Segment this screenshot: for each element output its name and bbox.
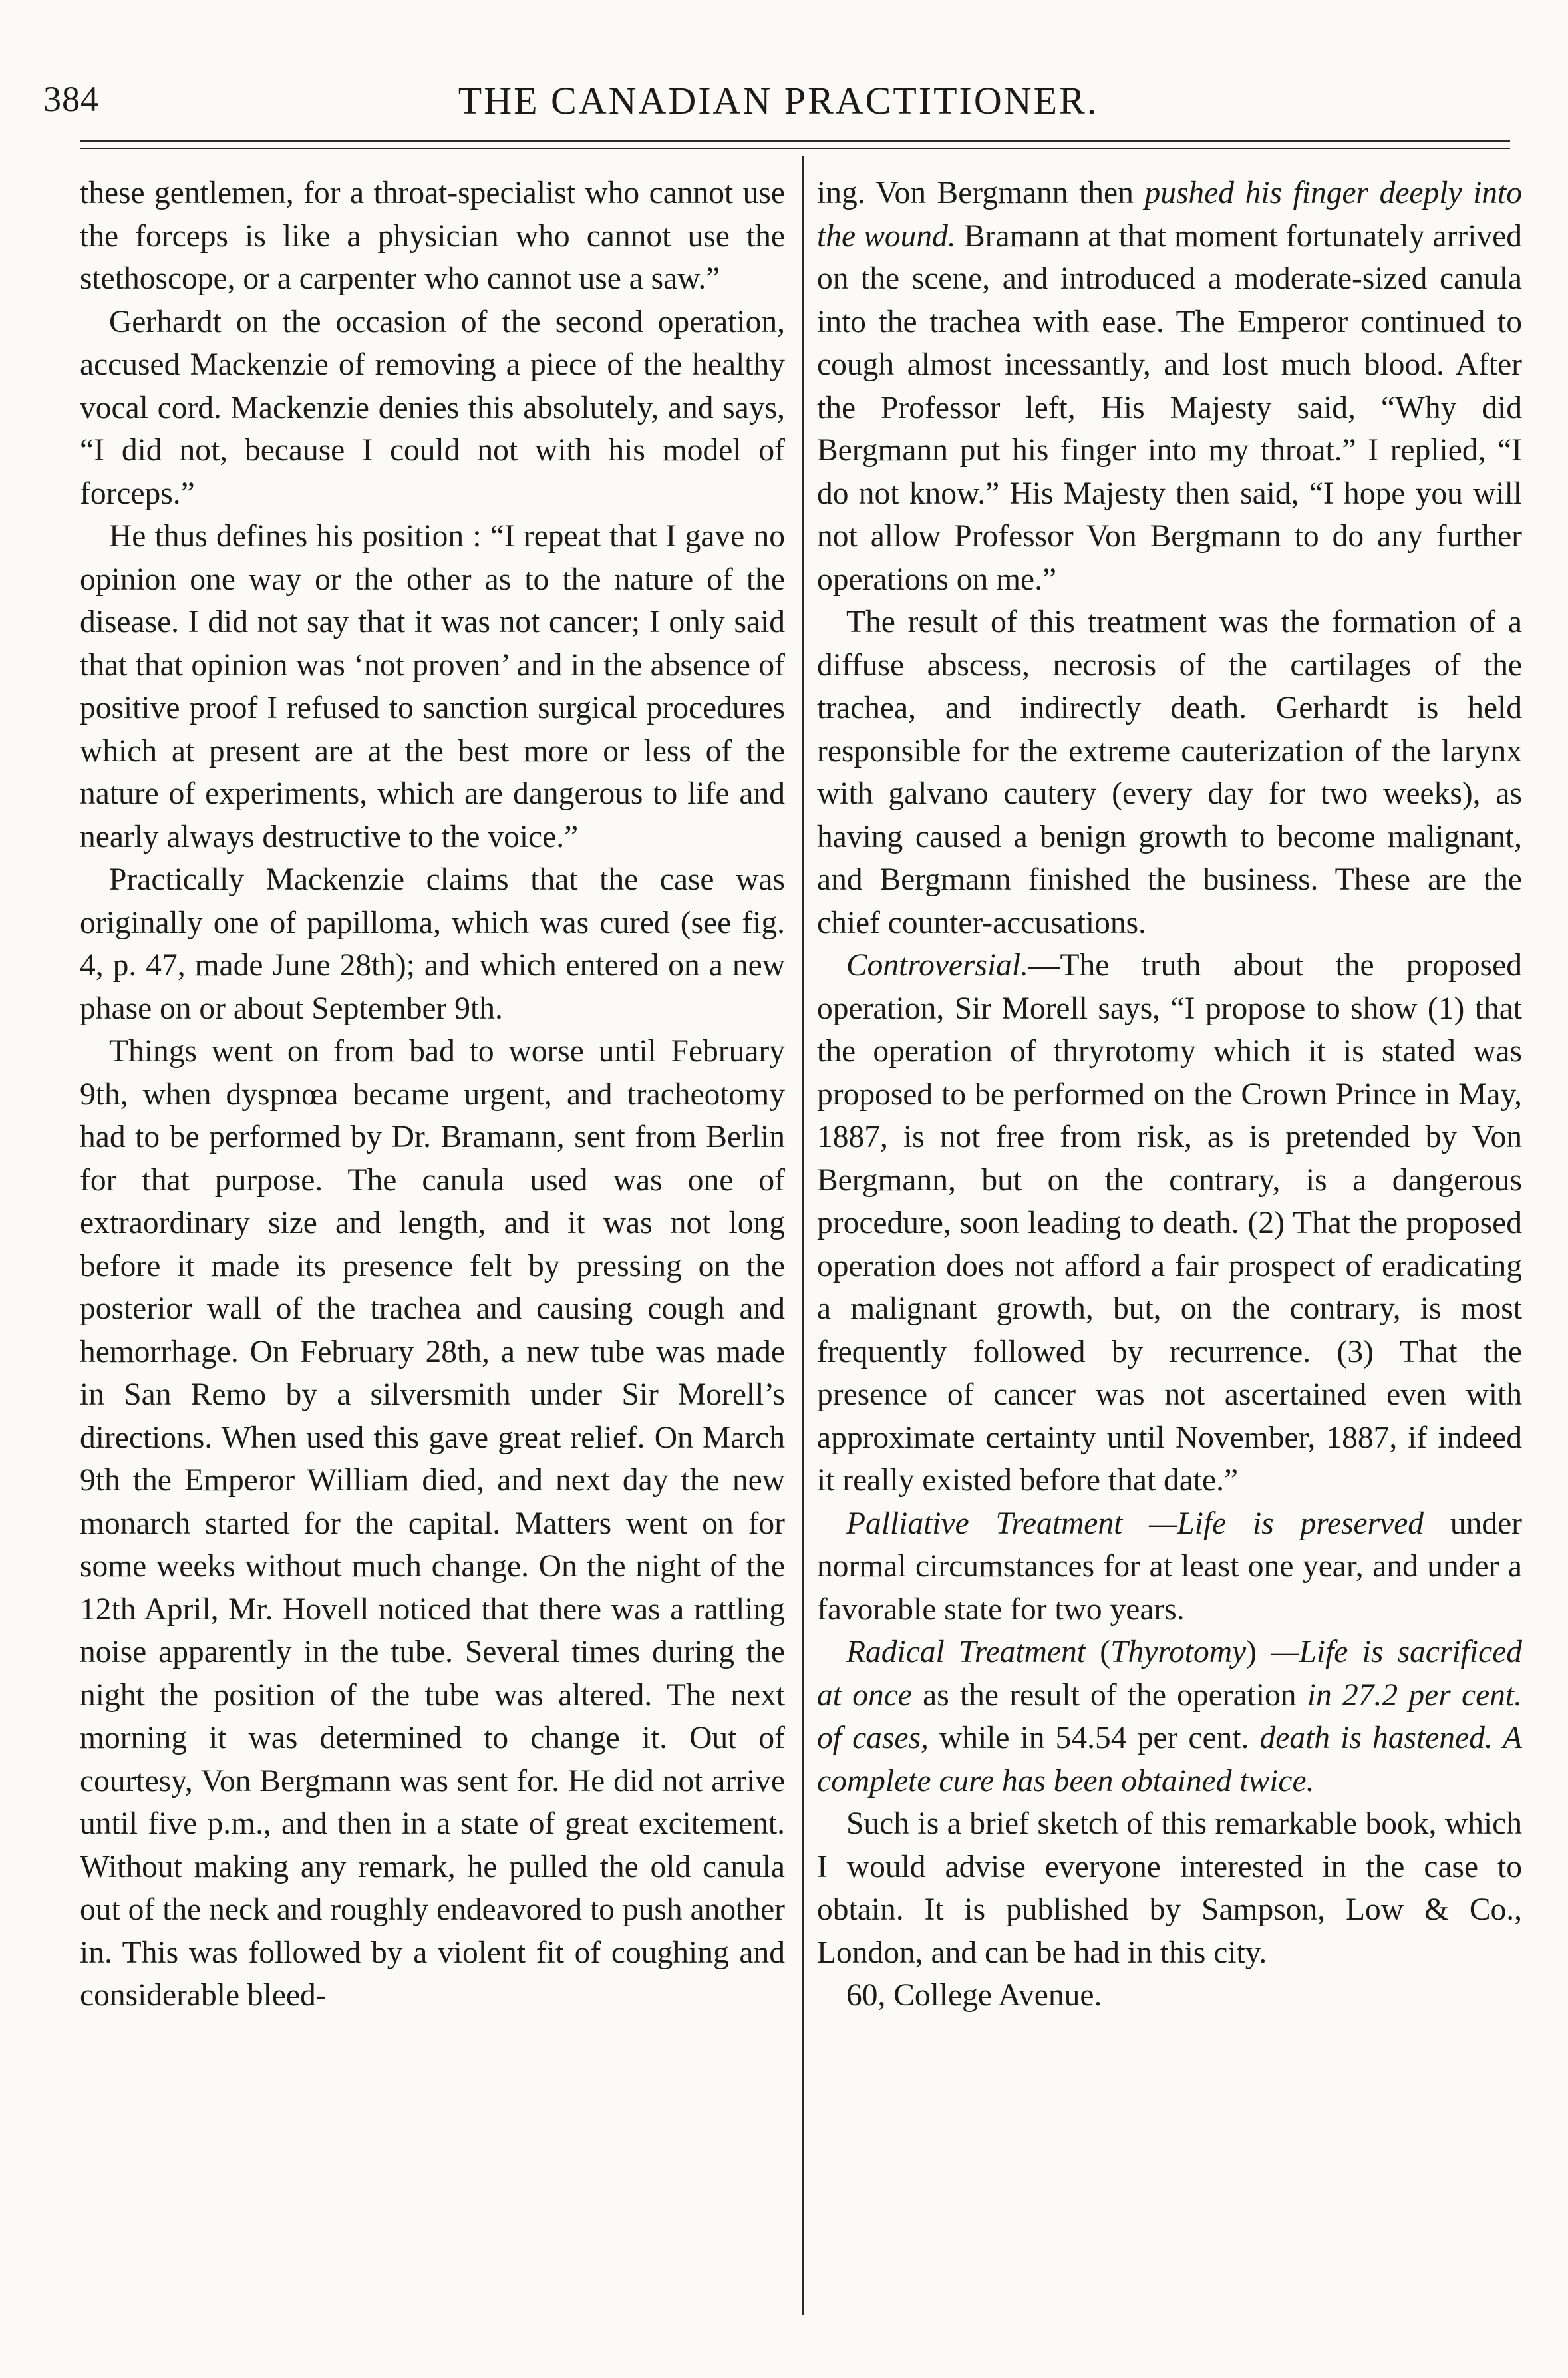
column-divider — [802, 156, 804, 2315]
text-run: ( — [1085, 1635, 1111, 1669]
text-run: while in 54.54 per cent. — [928, 1721, 1260, 1755]
header-rule-thin — [80, 148, 1510, 149]
section-heading: Radical Treatment — [846, 1635, 1086, 1669]
italic-text: Thyrotomy — [1110, 1635, 1247, 1669]
italic-text: —Life is sacrificed at once — [817, 1635, 1522, 1713]
page-header — [40, 72, 1517, 132]
text-run: ing. Von Bergmann then — [817, 176, 1145, 210]
paragraph — [817, 1502, 1522, 1631]
left-column — [80, 172, 785, 2017]
paragraph: Such is a brief sketch of this remarkable book, which I would advise everyone interested in the case to obtain. It is published by Sampson, Low & Co., London, and can be had in this city. — [817, 1806, 1522, 1970]
section-heading: Palliative Treatment —Life is preserved — [846, 1506, 1424, 1541]
paragraph: Practically Mackenzie claims that the case was originally one of papilloma, which was cured (see fig. 4, p. 47, made June 28th); and which entered on a new phase on or about September 9th. — [80, 862, 785, 1026]
text-run: ) — [1246, 1635, 1271, 1669]
paragraph: Gerhardt on the occasion of the second operation, accused Mackenzie of removing a piece of the healthy vocal cord. Mackenzie denies this absolutely, and says, “I did not, because I could not with his model of forceps.” — [80, 304, 785, 511]
paragraph: these gentlemen, for a throat-specialist who cannot use the forceps is like a physician who cannot use the stethoscope, or a carpenter who cannot use a saw.” — [80, 176, 785, 296]
paragraph: Things went on from bad to worse until February 9th, when dyspnœa became urgent, and tracheotomy had to be performed by Dr. Bramann, sent from Berlin for that purpose. The canula used was one of extraordinary size and length, and it was not long before it made its presence felt by pressing on the posterior wall of the trachea and causing cough and hemorrhage. On February 28th, a new tube was made in San Remo by a silversmith under Sir Morell’s directions. When used this gave great relief. On March 9th the Emperor William died, and next day the new monarch started for the capital. Matters went on for some weeks without much change. On the night of the 12th April, Mr. Hovell noticed that there was a rattling noise apparently in the tube. Several times during the night the position of the tube was altered. The next morning it was determined to change it. Out of courtesy, Von Bergmann was sent for. He did not arrive until five p.m., and then in a state of great excitement. Without making any remark, he pulled the old canula out of the neck and roughly endeavored to push another in. This was followed by a violent fit of coughing and considerable bleed- — [80, 1034, 785, 2013]
section-heading: Controversial. — [846, 948, 1029, 983]
paragraph — [817, 944, 1522, 1502]
text-run: as the result of the operation — [911, 1677, 1307, 1713]
italic-text: death is hastened. A complete cure has been obtained twice. — [817, 1721, 1522, 1798]
right-column — [817, 172, 1522, 2017]
text-run: —The truth about the proposed operation, Sir Morell says, “I propose to show (1) that the operation of thryrotomy which it is stated was proposed to be performed on the Crown Prince in May, 1887, is not free from risk, as is pretended by Von Bergmann, but on the contrary, is a dangerous procedure, soon leading to death. (2) That the proposed operation does not afford a fair prospect of eradicating a malignant growth, but, on the contrary, is most frequently followed by recurrence. (3) That the presence of cancer was not ascertained even with approximate certainty until November, 1887, if indeed it really existed before that date.” — [817, 948, 1522, 1498]
paragraph — [817, 172, 1522, 601]
italic-text: in 27.2 per cent. of cases, — [817, 1677, 1522, 1755]
header-rule — [80, 140, 1510, 142]
page-number: 384 — [43, 79, 99, 119]
running-title: THE CANADIAN PRACTITIONER. — [458, 79, 1099, 122]
text-run: Bramann at that moment fortunately arrived on the scene, and introduced a moderate-sized canula into the trachea with ease. The Emperor continued to cough almost incessantly, and lost much blood. After the Professor left, His Majesty said, “Why did Bergmann put his finger into my throat.” I replied, “I do not know.” His Majesty then said, “I hope you will not allow Professor Von Bergmann to do any further operations on me.” — [817, 218, 1522, 597]
text-run: under normal circumstances for at least one year, and under a favorable state for two years. — [817, 1506, 1522, 1627]
signature-address: 60, College Avenue. — [846, 1978, 1102, 2013]
paragraph — [817, 1631, 1522, 1802]
paragraph: The result of this treatment was the formation of a diffuse abscess, necrosis of the cartilages of the trachea, and indirectly death. Gerhardt is held responsible for the extreme cauterization of the larynx with galvano cautery (every day for two weeks), as having caused a benign growth to become malignant, and Bergmann finished the business. These are the chief counter-accusations. — [817, 605, 1522, 940]
italic-text: pushed his finger deeply into the wound. — [817, 176, 1522, 254]
paragraph: He thus defines his position : “I repeat that I gave no opinion one way or the other as to the nature of the disease. I did not say that it was not cancer; I only said that that opinion was ‘not proven’ and in the absence of positive proof I refused to sanction surgical procedures which at present are at the best more or less of the nature of experiments, which are dangerous to life and nearly always destructive to the voice.” — [80, 519, 785, 854]
